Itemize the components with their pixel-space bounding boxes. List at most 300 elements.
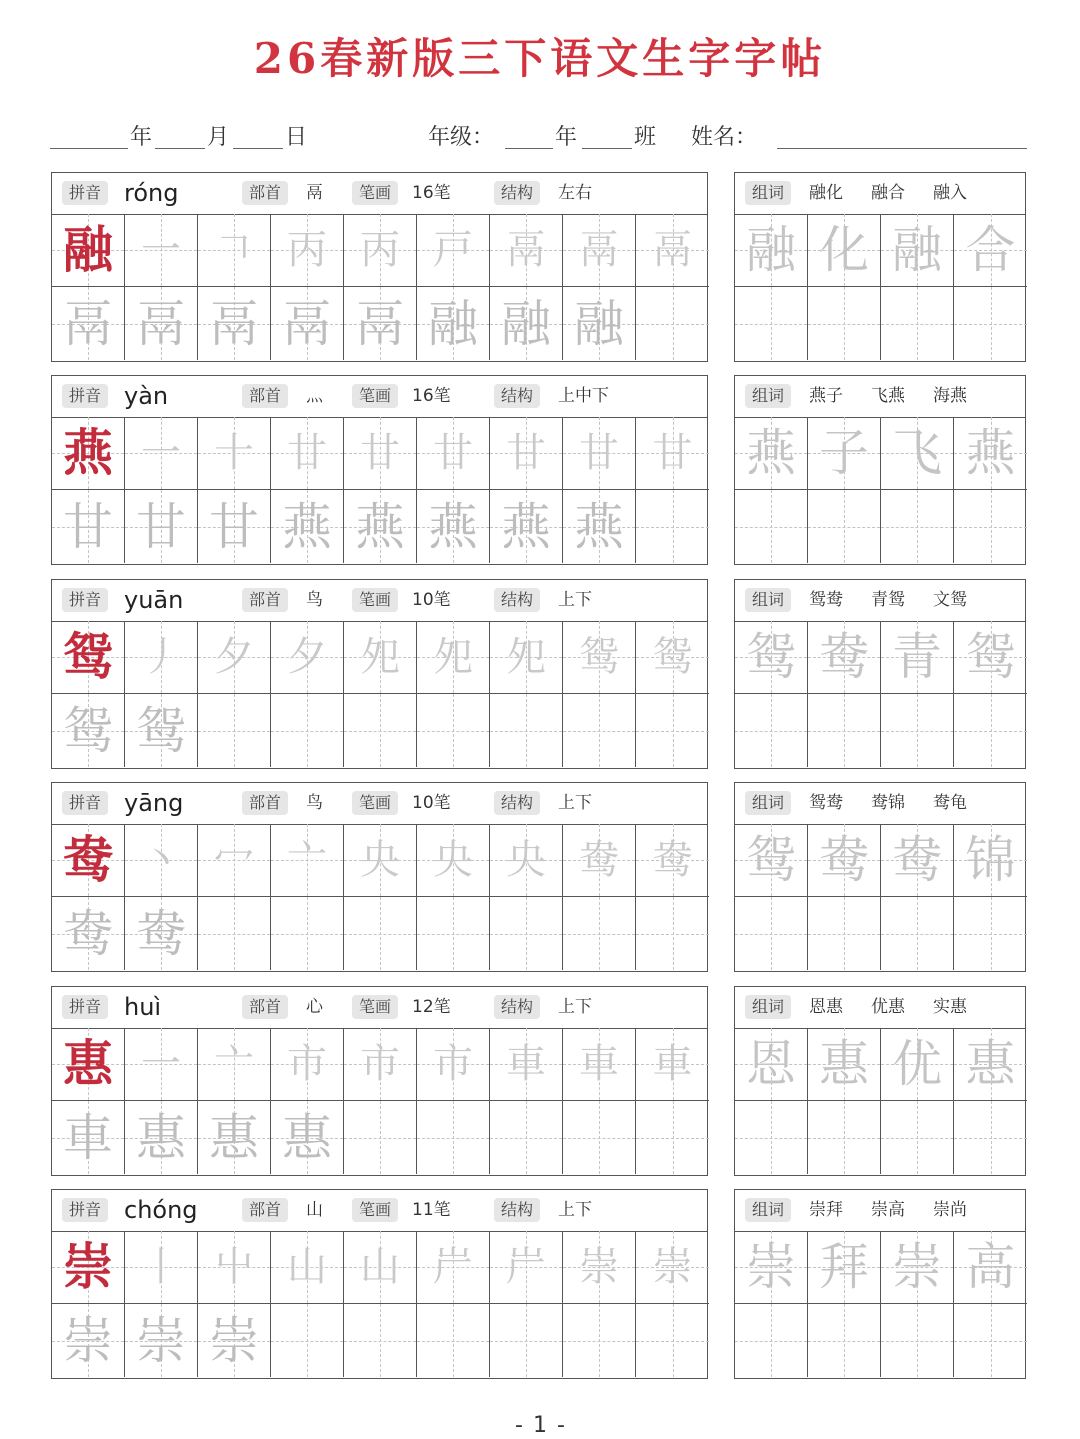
trace-character xyxy=(490,1101,562,1174)
grid-cell[interactable] xyxy=(563,1304,636,1377)
grid-cell[interactable] xyxy=(344,214,417,287)
grid-cell[interactable] xyxy=(344,1231,417,1304)
word-cell[interactable] xyxy=(808,1304,881,1377)
trace-character: 鬲 xyxy=(282,294,332,353)
trace-character: 鸯 xyxy=(63,904,113,963)
word-cell[interactable] xyxy=(735,417,808,490)
word-character: 崇 xyxy=(892,1238,942,1296)
word-character: 鸯 xyxy=(819,628,869,686)
grid-cell[interactable] xyxy=(52,621,125,694)
grid-cell[interactable] xyxy=(636,417,709,490)
trace-character xyxy=(636,694,709,767)
word-cell[interactable] xyxy=(808,621,881,694)
main-character: 鸯 xyxy=(63,830,113,889)
grid-cell[interactable] xyxy=(563,621,636,694)
pinyin-tag: 拼音 xyxy=(62,995,108,1019)
word-character: 高 xyxy=(965,1238,1016,1296)
char-block-1 xyxy=(51,172,708,362)
strokes-tag: 笔画 xyxy=(352,588,398,612)
strokes-value: 12笔 xyxy=(412,997,451,1017)
strokes-tag: 笔画 xyxy=(352,791,398,815)
trace-character: 山 xyxy=(360,1244,400,1290)
radical-tag: 部首 xyxy=(242,1198,288,1222)
words-block-5 xyxy=(734,986,1026,1176)
grid-cell[interactable] xyxy=(52,1304,125,1377)
word-cell[interactable] xyxy=(881,897,954,970)
grid-cell[interactable] xyxy=(636,897,709,970)
trace-character: 甘 xyxy=(136,497,186,556)
grid-cell[interactable] xyxy=(417,824,490,897)
word-item: 鸯龟 xyxy=(933,793,967,813)
trace-character: 市 xyxy=(433,1041,473,1087)
grid-cell[interactable] xyxy=(490,417,563,490)
pinyin-tag: 拼音 xyxy=(62,384,108,408)
day-label: 日 xyxy=(285,125,308,150)
pinyin-value: yuān xyxy=(124,586,184,614)
grid-cell[interactable] xyxy=(636,287,709,360)
word-cell[interactable] xyxy=(881,824,954,897)
word-character: 燕 xyxy=(965,424,1016,482)
grid-cell[interactable] xyxy=(125,1028,198,1101)
grid-cell[interactable] xyxy=(125,1231,198,1304)
grid-cell[interactable] xyxy=(490,824,563,897)
strokes-value: 16笔 xyxy=(412,386,451,406)
word-cell[interactable] xyxy=(735,1101,808,1174)
trace-character xyxy=(636,490,709,563)
word-character: 合 xyxy=(965,221,1016,279)
word-cell[interactable] xyxy=(808,417,881,490)
trace-character: 屵 xyxy=(506,1244,546,1290)
structure-tag: 结构 xyxy=(494,791,540,815)
main-character: 燕 xyxy=(63,423,113,482)
word-cell[interactable] xyxy=(881,417,954,490)
pinyin-value: huì xyxy=(124,993,162,1021)
radical-value: 鸟 xyxy=(306,793,323,813)
structure-value: 上下 xyxy=(558,1200,592,1220)
grid-cell[interactable] xyxy=(490,1304,563,1377)
grid-cell[interactable] xyxy=(636,1028,709,1101)
words-tag: 组词 xyxy=(745,181,791,205)
grid-cell[interactable] xyxy=(125,897,198,970)
grid-cell[interactable] xyxy=(198,824,271,897)
grid-cell[interactable] xyxy=(563,824,636,897)
grid-cell[interactable] xyxy=(271,490,344,563)
word-cell[interactable] xyxy=(808,694,881,767)
grid-cell[interactable] xyxy=(417,214,490,287)
grid-cell[interactable] xyxy=(344,417,417,490)
words-header xyxy=(735,987,1025,1029)
grid-cell[interactable] xyxy=(125,1101,198,1174)
word-cell[interactable] xyxy=(954,417,1027,490)
word-cell[interactable] xyxy=(735,490,808,563)
grid-cell[interactable] xyxy=(417,417,490,490)
word-cell[interactable] xyxy=(881,214,954,287)
month-blank[interactable] xyxy=(155,148,205,149)
grid-cell[interactable] xyxy=(52,1101,125,1174)
trace-character: 夕 xyxy=(287,634,327,680)
radical-value: 鬲 xyxy=(306,183,323,203)
word-cell[interactable] xyxy=(808,1028,881,1101)
word-item: 崇拜 xyxy=(809,1200,843,1220)
grid-cell[interactable] xyxy=(198,490,271,563)
trace-character: 鬲 xyxy=(579,227,619,273)
pinyin-tag: 拼音 xyxy=(62,588,108,612)
word-cell[interactable] xyxy=(735,621,808,694)
grade-label: 年级： xyxy=(428,125,495,150)
day-blank[interactable] xyxy=(233,148,283,149)
word-cell[interactable] xyxy=(954,1304,1027,1377)
main-character: 鸳 xyxy=(63,627,113,686)
words-header xyxy=(735,783,1025,825)
word-item: 文鸳 xyxy=(933,590,967,610)
trace-character: 鬲 xyxy=(506,227,546,273)
word-item: 鸳鸯 xyxy=(809,793,843,813)
grid-cell[interactable] xyxy=(563,287,636,360)
grid-cell[interactable] xyxy=(52,824,125,897)
trace-character: 車 xyxy=(579,1041,619,1087)
word-cell[interactable] xyxy=(808,824,881,897)
grade-blank[interactable] xyxy=(505,148,553,149)
trace-character: 鸯 xyxy=(579,837,619,883)
grid-cell[interactable] xyxy=(125,214,198,287)
word-cell[interactable] xyxy=(954,1101,1027,1174)
trace-character: 車 xyxy=(652,1041,693,1087)
trace-character: 丨 xyxy=(141,1244,181,1290)
strokes-tag: 笔画 xyxy=(352,995,398,1019)
grid-cell[interactable] xyxy=(198,287,271,360)
pinyin-tag: 拼音 xyxy=(62,791,108,815)
char-block-6 xyxy=(51,1189,708,1379)
word-cell[interactable] xyxy=(808,1101,881,1174)
grid-cell[interactable] xyxy=(271,287,344,360)
trace-character xyxy=(417,897,489,970)
grid-cell[interactable] xyxy=(344,621,417,694)
grid-cell[interactable] xyxy=(490,897,563,970)
grid-cell[interactable] xyxy=(417,1304,490,1377)
grid-cell[interactable] xyxy=(52,490,125,563)
grid-cell[interactable] xyxy=(271,214,344,287)
grid-cell[interactable] xyxy=(490,1231,563,1304)
grid-cell[interactable] xyxy=(563,1101,636,1174)
trace-character xyxy=(271,1304,343,1377)
trace-character xyxy=(636,1101,709,1174)
grid-cell[interactable] xyxy=(198,1028,271,1101)
trace-character: 鬲 xyxy=(63,294,113,353)
grid-cell[interactable] xyxy=(125,1304,198,1377)
trace-character: 融 xyxy=(574,294,624,353)
trace-character xyxy=(344,897,416,970)
grid-cell[interactable] xyxy=(636,1231,709,1304)
word-cell[interactable] xyxy=(735,287,808,360)
grid-cell[interactable] xyxy=(490,1028,563,1101)
grid-cell[interactable] xyxy=(198,417,271,490)
grid-cell[interactable] xyxy=(636,214,709,287)
word-character: 化 xyxy=(819,221,869,279)
grid-cell[interactable] xyxy=(344,694,417,767)
pinyin-tag: 拼音 xyxy=(62,1198,108,1222)
char-header xyxy=(52,783,707,825)
word-item: 崇尚 xyxy=(933,1200,967,1220)
grid-cell[interactable] xyxy=(271,694,344,767)
word-cell[interactable] xyxy=(735,214,808,287)
grid-cell[interactable] xyxy=(271,1101,344,1174)
grid-cell[interactable] xyxy=(344,287,417,360)
grid-cell[interactable] xyxy=(271,417,344,490)
word-item: 崇高 xyxy=(871,1200,905,1220)
word-item: 优惠 xyxy=(871,997,905,1017)
word-cell[interactable] xyxy=(954,490,1027,563)
grid-cell[interactable] xyxy=(563,1028,636,1101)
word-cell[interactable] xyxy=(881,694,954,767)
grid-cell[interactable] xyxy=(52,1231,125,1304)
word-character: 惠 xyxy=(965,1035,1016,1093)
word-item: 实惠 xyxy=(933,997,967,1017)
info-line xyxy=(50,120,1030,160)
words-header xyxy=(735,1190,1025,1232)
word-cell[interactable] xyxy=(954,1028,1027,1101)
name-blank[interactable] xyxy=(777,148,1027,149)
word-cell[interactable] xyxy=(735,1304,808,1377)
pinyin-value: róng xyxy=(124,179,179,207)
trace-character xyxy=(563,694,635,767)
month-label: 月 xyxy=(207,125,230,150)
char-block-3 xyxy=(51,579,708,769)
trace-character: 山 xyxy=(287,1244,327,1290)
trace-character: 鬲 xyxy=(355,294,405,353)
grid-cell[interactable] xyxy=(198,897,271,970)
trace-character: 崇 xyxy=(63,1311,113,1370)
grid-cell[interactable] xyxy=(125,694,198,767)
page-title: 26春新版三下语文生字字帖 xyxy=(253,34,827,83)
grid-cell[interactable] xyxy=(344,1101,417,1174)
radical-tag: 部首 xyxy=(242,588,288,612)
grid-cell[interactable] xyxy=(490,214,563,287)
grid-cell[interactable] xyxy=(563,694,636,767)
char-header xyxy=(52,1190,707,1232)
word-cell[interactable] xyxy=(881,1028,954,1101)
grid-cell[interactable] xyxy=(271,1231,344,1304)
grid-cell[interactable] xyxy=(417,621,490,694)
grid-cell[interactable] xyxy=(490,621,563,694)
year-blank[interactable] xyxy=(50,148,128,149)
word-cell[interactable] xyxy=(808,897,881,970)
structure-tag: 结构 xyxy=(494,1198,540,1222)
grid-cell[interactable] xyxy=(125,287,198,360)
grid-cell[interactable] xyxy=(490,287,563,360)
grid-cell[interactable] xyxy=(125,490,198,563)
word-cell[interactable] xyxy=(735,694,808,767)
char-block-2 xyxy=(51,375,708,565)
trace-character xyxy=(636,897,709,970)
grid-cell[interactable] xyxy=(52,1028,125,1101)
trace-character: 崇 xyxy=(136,1311,186,1370)
grid-cell[interactable] xyxy=(271,1304,344,1377)
structure-value: 左右 xyxy=(558,183,592,203)
trace-character xyxy=(417,1101,489,1174)
word-item: 燕子 xyxy=(809,386,843,406)
grid-cell[interactable] xyxy=(271,824,344,897)
trace-character: 一 xyxy=(141,430,181,476)
grid-cell[interactable] xyxy=(417,1028,490,1101)
main-character: 融 xyxy=(63,220,113,279)
word-cell[interactable] xyxy=(881,1304,954,1377)
word-cell[interactable] xyxy=(954,897,1027,970)
grid-cell[interactable] xyxy=(52,897,125,970)
grid-cell[interactable] xyxy=(271,1028,344,1101)
words-block-1 xyxy=(734,172,1026,362)
words-tag: 组词 xyxy=(745,384,791,408)
grid-cell[interactable] xyxy=(636,1101,709,1174)
word-cell[interactable] xyxy=(954,824,1027,897)
grid-cell[interactable] xyxy=(563,417,636,490)
word-cell[interactable] xyxy=(808,1231,881,1304)
word-cell[interactable] xyxy=(881,490,954,563)
radical-tag: 部首 xyxy=(242,791,288,815)
trace-character: 央 xyxy=(360,837,400,883)
grid-cell[interactable] xyxy=(417,490,490,563)
grid-cell[interactable] xyxy=(344,490,417,563)
word-cell[interactable] xyxy=(808,214,881,287)
trace-character xyxy=(490,694,562,767)
words-header xyxy=(735,376,1025,418)
structure-value: 上中下 xyxy=(558,386,609,406)
grid-cell[interactable] xyxy=(417,897,490,970)
class-label: 班 xyxy=(634,125,657,150)
grid-cell[interactable] xyxy=(52,417,125,490)
trace-character xyxy=(417,1304,489,1377)
trace-character: 亠 xyxy=(214,1041,254,1087)
word-cell[interactable] xyxy=(881,621,954,694)
word-item: 融化 xyxy=(809,183,843,203)
trace-character: 燕 xyxy=(574,497,624,556)
grid-cell[interactable] xyxy=(344,1304,417,1377)
trace-character: 甘 xyxy=(652,430,693,476)
grid-cell[interactable] xyxy=(490,1101,563,1174)
grid-cell[interactable] xyxy=(563,1231,636,1304)
grid-cell[interactable] xyxy=(636,490,709,563)
word-cell[interactable] xyxy=(954,1231,1027,1304)
page-number-value: 1 xyxy=(533,1413,547,1438)
grade-year-label: 年 xyxy=(555,125,578,150)
word-cell[interactable] xyxy=(808,287,881,360)
grid-cell[interactable] xyxy=(636,824,709,897)
word-cell[interactable] xyxy=(881,1101,954,1174)
grid-cell[interactable] xyxy=(125,824,198,897)
grid-cell[interactable] xyxy=(417,1231,490,1304)
word-cell[interactable] xyxy=(881,287,954,360)
radical-value: 灬 xyxy=(306,386,323,406)
grid-cell[interactable] xyxy=(563,897,636,970)
grid-cell[interactable] xyxy=(636,1304,709,1377)
word-cell[interactable] xyxy=(954,214,1027,287)
grid-cell[interactable] xyxy=(198,1231,271,1304)
grid-cell[interactable] xyxy=(198,694,271,767)
word-item: 鸯锦 xyxy=(871,793,905,813)
grid-cell[interactable] xyxy=(417,287,490,360)
grid-cell[interactable] xyxy=(271,897,344,970)
char-block-5 xyxy=(51,986,708,1176)
trace-character: 惠 xyxy=(209,1108,259,1167)
char-header xyxy=(52,987,707,1029)
pinyin-value: yàn xyxy=(124,382,169,410)
grid-cell[interactable] xyxy=(344,897,417,970)
trace-character: 惠 xyxy=(282,1108,332,1167)
trace-character xyxy=(490,897,562,970)
trace-character xyxy=(636,1304,709,1377)
words-block-2 xyxy=(734,375,1026,565)
strokes-value: 10笔 xyxy=(412,793,451,813)
grid-cell[interactable] xyxy=(198,1101,271,1174)
trace-character xyxy=(198,897,270,970)
word-character: 优 xyxy=(892,1035,942,1093)
word-cell[interactable] xyxy=(808,490,881,563)
grid-cell[interactable] xyxy=(344,1028,417,1101)
grid-cell[interactable] xyxy=(198,621,271,694)
pinyin-value: yāng xyxy=(124,789,184,817)
structure-tag: 结构 xyxy=(494,181,540,205)
grid-cell[interactable] xyxy=(271,621,344,694)
trace-character: 夕 xyxy=(214,634,254,680)
radical-value: 山 xyxy=(306,1200,323,1220)
words-block-3 xyxy=(734,579,1026,769)
word-cell[interactable] xyxy=(735,1231,808,1304)
class-blank[interactable] xyxy=(582,148,632,149)
word-cell[interactable] xyxy=(735,824,808,897)
grid-cell[interactable] xyxy=(52,694,125,767)
trace-character xyxy=(198,694,270,767)
word-character: 子 xyxy=(819,424,869,482)
grid-cell[interactable] xyxy=(417,1101,490,1174)
grid-cell[interactable] xyxy=(125,621,198,694)
trace-character: 車 xyxy=(63,1108,113,1167)
grid-cell[interactable] xyxy=(198,214,271,287)
grid-cell[interactable] xyxy=(125,417,198,490)
grid-cell[interactable] xyxy=(490,490,563,563)
word-cell[interactable] xyxy=(954,621,1027,694)
trace-character: 屮 xyxy=(214,1244,254,1290)
radical-tag: 部首 xyxy=(242,384,288,408)
grid-cell[interactable] xyxy=(344,824,417,897)
grid-cell[interactable] xyxy=(563,214,636,287)
word-cell[interactable] xyxy=(954,287,1027,360)
word-character: 鸯 xyxy=(819,831,869,889)
grid-cell[interactable] xyxy=(563,490,636,563)
grid-cell[interactable] xyxy=(417,694,490,767)
radical-value: 鸟 xyxy=(306,590,323,610)
structure-value: 上下 xyxy=(558,590,592,610)
word-item: 融入 xyxy=(933,183,967,203)
trace-character: 燕 xyxy=(501,497,551,556)
main-character: 崇 xyxy=(63,1237,113,1296)
trace-character: 一 xyxy=(141,1041,181,1087)
word-cell[interactable] xyxy=(735,1028,808,1101)
word-cell[interactable] xyxy=(954,694,1027,767)
grid-cell[interactable] xyxy=(198,1304,271,1377)
grid-cell[interactable] xyxy=(636,694,709,767)
trace-character: 鬲 xyxy=(136,294,186,353)
grid-cell[interactable] xyxy=(52,214,125,287)
grid-cell[interactable] xyxy=(52,287,125,360)
pinyin-value: chóng xyxy=(124,1196,198,1224)
grid-cell[interactable] xyxy=(636,621,709,694)
trace-character xyxy=(417,694,489,767)
strokes-tag: 笔画 xyxy=(352,384,398,408)
word-cell[interactable] xyxy=(881,1231,954,1304)
grid-cell[interactable] xyxy=(490,694,563,767)
trace-character xyxy=(490,1304,562,1377)
trace-character: 冖 xyxy=(214,837,254,883)
word-cell[interactable] xyxy=(735,897,808,970)
